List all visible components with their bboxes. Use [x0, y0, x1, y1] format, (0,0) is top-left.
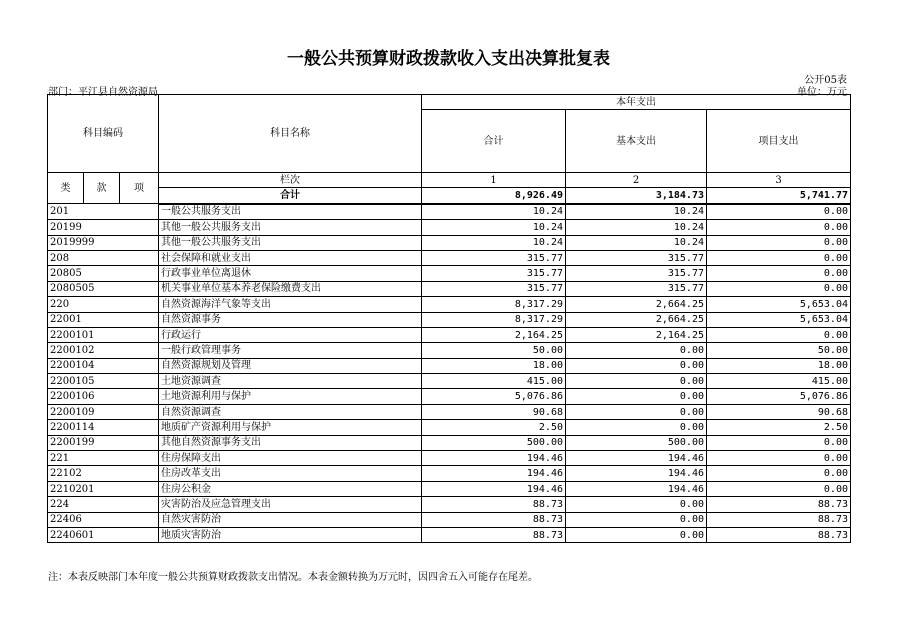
col2-index: 2 — [566, 173, 707, 188]
project-cell: 0.00 — [707, 435, 851, 450]
department-label: 部门：平江县自然资源局 — [48, 87, 158, 98]
subject-code-cell: 22406 — [48, 512, 159, 527]
table-row — [48, 327, 851, 342]
project-cell: 0.00 — [707, 220, 851, 235]
subject-name-cell: 机关事业单位基本养老保险缴费支出 — [159, 281, 422, 296]
subject-code-cell: 2200109 — [48, 404, 159, 419]
table-row — [48, 297, 851, 312]
total-cell: 315.77 — [422, 250, 566, 265]
subject-name-cell: 土地资源调查 — [159, 374, 422, 389]
basic-cell: 0.00 — [566, 343, 707, 358]
table-row — [48, 451, 851, 466]
basic-cell: 315.77 — [566, 281, 707, 296]
table-row — [48, 466, 851, 481]
project-cell: 0.00 — [707, 466, 851, 481]
basic-header: 基本支出 — [566, 110, 707, 173]
subject-name-cell: 住房公积金 — [159, 481, 422, 496]
total-cell: 8,317.29 — [422, 312, 566, 327]
col1-index: 1 — [422, 173, 566, 188]
subject-code-cell: 20199 — [48, 220, 159, 235]
form-number: 公开05表 — [804, 75, 847, 86]
subject-code-cell: 2080505 — [48, 281, 159, 296]
subject-code-cell: 2019999 — [48, 235, 159, 250]
table-row — [48, 220, 851, 235]
total-cell: 10.24 — [422, 220, 566, 235]
basic-cell: 194.46 — [566, 451, 707, 466]
basic-cell: 10.24 — [566, 204, 707, 220]
total-cell: 315.77 — [422, 266, 566, 281]
subject-name-cell: 自然资源海洋气象等支出 — [159, 297, 422, 312]
subject-code-cell: 2200106 — [48, 389, 159, 404]
table-row — [48, 389, 851, 404]
subject-name-cell: 社会保障和就业支出 — [159, 250, 422, 265]
subject-name-cell: 一般行政管理事务 — [159, 343, 422, 358]
basic-cell: 0.00 — [566, 497, 707, 512]
total-cell: 88.73 — [422, 512, 566, 527]
subject-code-cell: 2200102 — [48, 343, 159, 358]
project-cell: 2.50 — [707, 420, 851, 435]
project-cell: 0.00 — [707, 204, 851, 220]
total-cell: 18.00 — [422, 358, 566, 373]
project-cell: 0.00 — [707, 235, 851, 250]
basic-cell: 0.00 — [566, 527, 707, 542]
page-title: 一般公共预算财政拨款收入支出决算批复表 — [287, 49, 610, 69]
unit-label: 单位：万元 — [797, 87, 847, 98]
subject-code-cell: 2200199 — [48, 435, 159, 450]
header-row-3 — [48, 173, 851, 188]
table-row — [48, 343, 851, 358]
table-row — [48, 404, 851, 419]
table-row — [48, 497, 851, 512]
col3-index: 3 — [707, 173, 851, 188]
basic-cell: 194.46 — [566, 481, 707, 496]
basic-cell: 0.00 — [566, 512, 707, 527]
total-cell: 10.24 — [422, 235, 566, 250]
subject-code-cell: 2200101 — [48, 327, 159, 342]
basic-cell: 500.00 — [566, 435, 707, 450]
project-cell: 415.00 — [707, 374, 851, 389]
table-row — [48, 435, 851, 450]
total-cell: 194.46 — [422, 481, 566, 496]
summary-label: 合计 — [159, 188, 422, 204]
basic-cell: 0.00 — [566, 374, 707, 389]
header-row-1 — [48, 95, 851, 110]
project-cell: 0.00 — [707, 327, 851, 342]
table-row — [48, 281, 851, 296]
subject-name-cell: 灾害防治及应急管理支出 — [159, 497, 422, 512]
subject-name-cell: 行政事业单位离退休 — [159, 266, 422, 281]
basic-cell: 0.00 — [566, 420, 707, 435]
subject-code-cell: 208 — [48, 250, 159, 265]
subject-code-cell: 2200105 — [48, 374, 159, 389]
subject-name-cell: 其他自然资源事务支出 — [159, 435, 422, 450]
total-cell: 2.50 — [422, 420, 566, 435]
project-cell: 5,653.04 — [707, 297, 851, 312]
total-cell: 500.00 — [422, 435, 566, 450]
basic-cell: 2,664.25 — [566, 312, 707, 327]
basic-cell: 2,664.25 — [566, 297, 707, 312]
basic-cell: 194.46 — [566, 466, 707, 481]
summary-row — [48, 188, 851, 204]
kuan-header: 款 — [84, 173, 120, 204]
subject-code-cell: 2210201 — [48, 481, 159, 496]
subject-name-header: 科目名称 — [159, 95, 422, 173]
project-cell: 0.00 — [707, 281, 851, 296]
total-cell: 415.00 — [422, 374, 566, 389]
table-row — [48, 420, 851, 435]
subject-code-cell: 20805 — [48, 266, 159, 281]
subject-code-cell: 2200104 — [48, 358, 159, 373]
total-cell: 50.00 — [422, 343, 566, 358]
subject-code-cell: 22001 — [48, 312, 159, 327]
table-row — [48, 481, 851, 496]
subject-name-cell: 地质灾害防治 — [159, 527, 422, 542]
total-cell: 194.46 — [422, 451, 566, 466]
subject-code-cell: 2240601 — [48, 527, 159, 542]
subject-code-cell: 224 — [48, 497, 159, 512]
project-cell: 0.00 — [707, 451, 851, 466]
total-cell: 315.77 — [422, 281, 566, 296]
subject-code-cell: 2200114 — [48, 420, 159, 435]
basic-cell: 10.24 — [566, 220, 707, 235]
project-cell: 5,076.86 — [707, 389, 851, 404]
total-cell: 5,076.86 — [422, 389, 566, 404]
total-cell: 2,164.25 — [422, 327, 566, 342]
summary-total: 8,926.49 — [422, 188, 566, 204]
subject-name-cell: 其他一般公共服务支出 — [159, 235, 422, 250]
expense-table — [47, 94, 851, 543]
table-row — [48, 235, 851, 250]
table-row — [48, 312, 851, 327]
subject-name-cell: 一般公共服务支出 — [159, 204, 422, 220]
project-cell: 18.00 — [707, 358, 851, 373]
subject-code-header: 科目编码 — [48, 95, 159, 173]
basic-cell: 10.24 — [566, 235, 707, 250]
project-cell: 88.73 — [707, 497, 851, 512]
basic-cell: 315.77 — [566, 250, 707, 265]
subject-name-cell: 自然灾害防治 — [159, 512, 422, 527]
project-cell: 0.00 — [707, 481, 851, 496]
project-cell: 0.00 — [707, 250, 851, 265]
subject-name-cell: 住房改革支出 — [159, 466, 422, 481]
lanci-header: 栏次 — [159, 173, 422, 188]
table-row — [48, 266, 851, 281]
table-row — [48, 358, 851, 373]
basic-cell: 2,164.25 — [566, 327, 707, 342]
year-expense-header: 本年支出 — [422, 95, 851, 110]
table-row — [48, 527, 851, 542]
footnote: 注：本表反映部门本年度一般公共预算财政拨款支出情况。本表金额转换为万元时，因四舍五入可能存在尾差。 — [48, 572, 538, 583]
project-cell: 88.73 — [707, 527, 851, 542]
total-cell: 88.73 — [422, 527, 566, 542]
total-header: 合计 — [422, 110, 566, 173]
project-cell: 88.73 — [707, 512, 851, 527]
project-cell: 5,653.04 — [707, 312, 851, 327]
subject-name-cell: 住房保障支出 — [159, 451, 422, 466]
subject-name-cell: 土地资源利用与保护 — [159, 389, 422, 404]
basic-cell: 0.00 — [566, 358, 707, 373]
class-header: 类 — [48, 173, 84, 204]
subject-name-cell: 自然资源事务 — [159, 312, 422, 327]
project-cell: 0.00 — [707, 266, 851, 281]
project-cell: 90.68 — [707, 404, 851, 419]
summary-basic: 3,184.73 — [566, 188, 707, 204]
total-cell: 88.73 — [422, 497, 566, 512]
subject-code-cell: 220 — [48, 297, 159, 312]
subject-name-cell: 自然资源调查 — [159, 404, 422, 419]
total-cell: 194.46 — [422, 466, 566, 481]
subject-name-cell: 其他一般公共服务支出 — [159, 220, 422, 235]
subject-code-cell: 22102 — [48, 466, 159, 481]
table-row — [48, 250, 851, 265]
table-row — [48, 204, 851, 220]
subject-name-cell: 地质矿产资源利用与保护 — [159, 420, 422, 435]
total-cell: 10.24 — [422, 204, 566, 220]
xiang-header: 项 — [120, 173, 159, 204]
basic-cell: 0.00 — [566, 404, 707, 419]
subject-name-cell: 自然资源规划及管理 — [159, 358, 422, 373]
basic-cell: 315.77 — [566, 266, 707, 281]
basic-cell: 0.00 — [566, 389, 707, 404]
subject-code-cell: 201 — [48, 204, 159, 220]
total-cell: 8,317.29 — [422, 297, 566, 312]
project-cell: 50.00 — [707, 343, 851, 358]
total-cell: 90.68 — [422, 404, 566, 419]
project-header: 项目支出 — [707, 110, 851, 173]
subject-name-cell: 行政运行 — [159, 327, 422, 342]
table-row — [48, 374, 851, 389]
summary-project: 5,741.77 — [707, 188, 851, 204]
subject-code-cell: 221 — [48, 451, 159, 466]
table-row — [48, 512, 851, 527]
